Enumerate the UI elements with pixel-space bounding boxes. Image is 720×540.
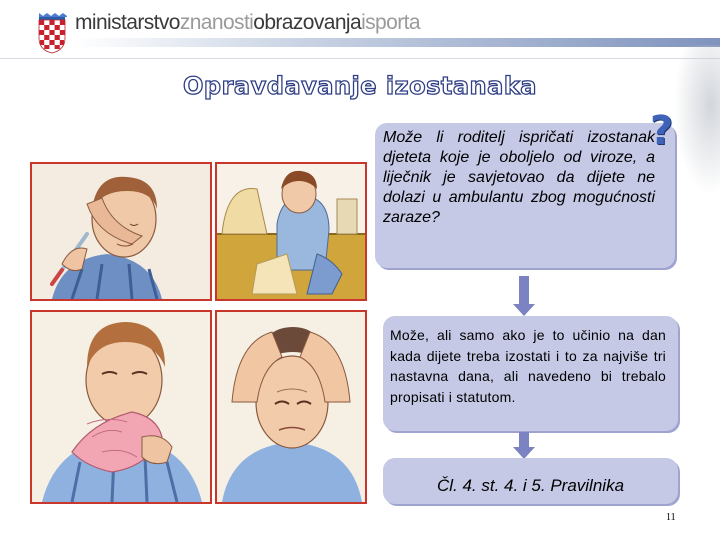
illustration-thermometer: [30, 162, 212, 301]
illustration-headache: [215, 310, 367, 504]
down-arrow-icon: [513, 432, 535, 459]
header-divider: [0, 58, 720, 59]
down-arrow-icon: [513, 276, 535, 316]
question-mark-icon: ?: [650, 108, 674, 154]
ministry-header: [0, 0, 720, 62]
illustration-sick-in-bed: [215, 162, 367, 301]
answer-box: [383, 316, 678, 431]
slide-title: Opravdavanje izostanaka: [183, 72, 537, 100]
page-number: 11: [666, 512, 676, 523]
legal-reference-box: [383, 458, 678, 504]
legal-reference-text: Čl. 4. st. 4. i 5. Pravilnika: [436, 476, 625, 495]
illustration-sneezing: [30, 310, 212, 504]
question-text: Može li roditelj ispričati izostanak djeteta koje je oboljelo od viroze, a liječnik je savjetovao da dijete ne dolazi u ambulantu zbog mogućnosti zaraze?: [383, 129, 655, 226]
ministry-name: ministarstvoznanostiobrazovanjaisporta: [75, 11, 420, 34]
answer-text: Može, ali samo ako je to učinio na dan kada dijete treba izostati i to za najviše tri nastavna dana, ali navedeno bi trebalo propisati i statutom.: [390, 327, 666, 405]
decorative-background-graphic: [674, 45, 720, 195]
header-gradient-bar: [75, 38, 720, 47]
question-box: [375, 123, 675, 268]
croatian-coat-of-arms-icon: [36, 10, 68, 54]
